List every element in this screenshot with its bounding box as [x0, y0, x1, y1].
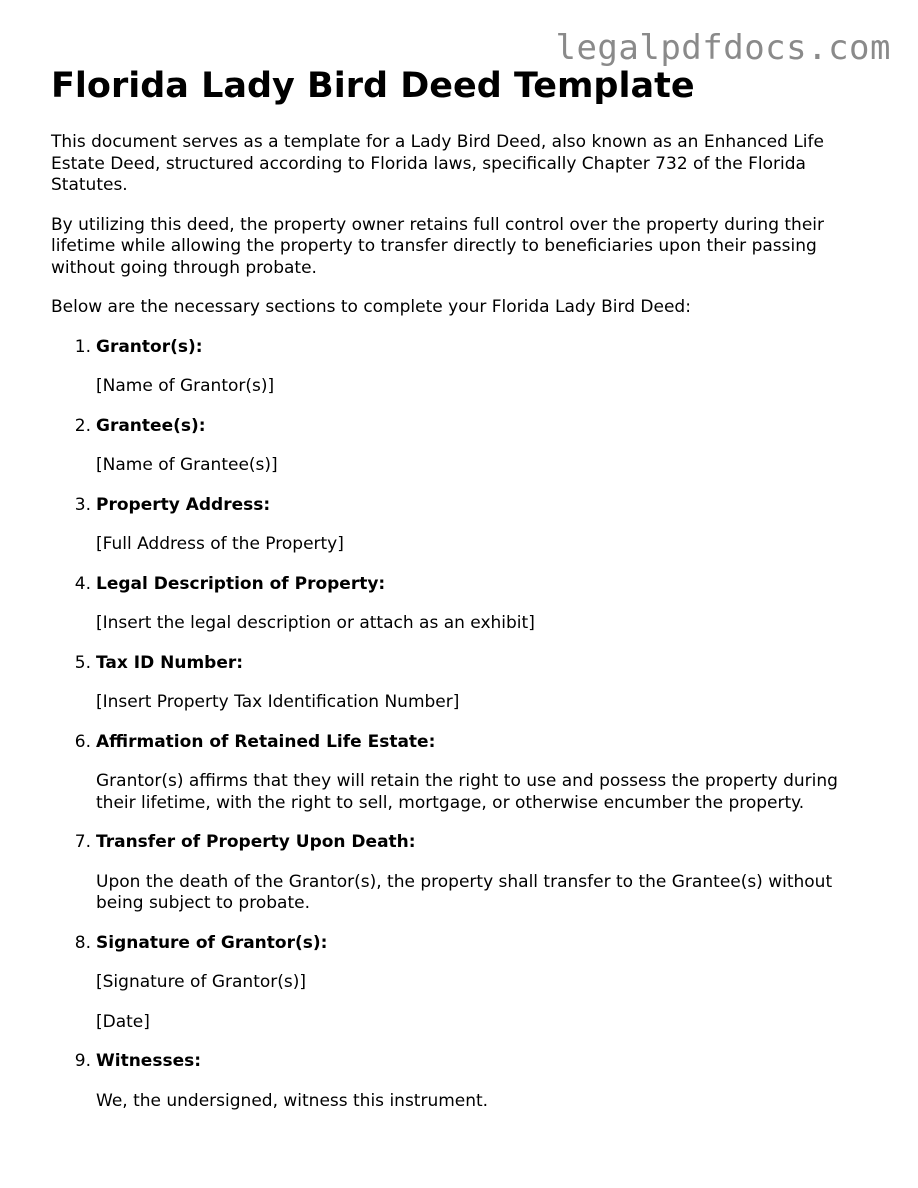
- item-number: 7.: [74, 832, 91, 852]
- item-number: 5.: [74, 652, 91, 673]
- item-body: Upon the death of the Grantor(s), the property shall transfer to the Grantee(s) without being subject to probate.: [96, 871, 833, 913]
- intro-paragraph: Below are the necessary sections to complete your Florida Lady Bird Deed:: [51, 297, 691, 317]
- item-title: Transfer of Property Upon Death:: [96, 832, 416, 852]
- list-item: [51, 732, 881, 815]
- item-title: Property Address:: [96, 494, 271, 515]
- intro-paragraph: By utilizing this deed, the property owner retains full control over the property during their lifetime while allowing the property to transfer directly to beneficiaries upon their passing without going through probate.: [51, 214, 825, 278]
- item-body: [Name of Grantee(s)]: [96, 455, 278, 475]
- item-body: [Insert the legal description or attach as an exhibit]: [96, 613, 535, 633]
- list-item: [51, 495, 881, 556]
- item-title: Witnesses:: [96, 1051, 202, 1071]
- item-title: Affirmation of Retained Life Estate:: [96, 731, 436, 752]
- item-title: Grantee(s):: [96, 415, 206, 436]
- list-item: [51, 653, 881, 714]
- item-title: Grantor(s):: [96, 336, 203, 357]
- list-item: [51, 337, 881, 398]
- list-item: [51, 933, 881, 1034]
- list-item: [51, 416, 881, 477]
- list-item: [51, 574, 881, 635]
- item-number: 6.: [74, 731, 91, 752]
- item-body: [Name of Grantor(s)]: [96, 376, 275, 396]
- document-body: [51, 62, 881, 1130]
- item-body: [Full Address of the Property]: [96, 534, 344, 554]
- list-item: [51, 1051, 881, 1112]
- item-number: 8.: [74, 932, 91, 953]
- item-body: Grantor(s) affirms that they will retain the right to use and possess the property during their lifetime, with the right to sell, mortgage, or otherwise encumber the property.: [96, 771, 838, 813]
- item-title: Legal Description of Property:: [96, 573, 386, 594]
- item-title: Signature of Grantor(s):: [96, 932, 328, 953]
- watermark: legalpdfdocs.com: [555, 28, 891, 68]
- list-item: [51, 832, 881, 915]
- deed-sections-list: [51, 337, 881, 1113]
- page-title: Florida Lady Bird Deed Template: [51, 66, 695, 106]
- intro-paragraph: This document serves as a template for a Lady Bird Deed, also known as an Enhanced Life Estate Deed, structured according to Florida laws, specifically Chapter 732 of the Florida Statutes.: [51, 132, 824, 195]
- item-body: We, the undersigned, witness this instrument.: [96, 1090, 489, 1111]
- item-body: [Signature of Grantor(s)]: [96, 972, 307, 992]
- item-body: [Insert Property Tax Identification Number]: [96, 692, 460, 712]
- item-title: Tax ID Number:: [96, 652, 244, 673]
- item-body: [Date]: [96, 1011, 150, 1032]
- item-number: 3.: [74, 494, 91, 515]
- item-number: 2.: [74, 415, 91, 436]
- item-number: 9.: [74, 1051, 91, 1071]
- item-number: 1.: [74, 336, 91, 357]
- item-number: 4.: [74, 573, 91, 594]
